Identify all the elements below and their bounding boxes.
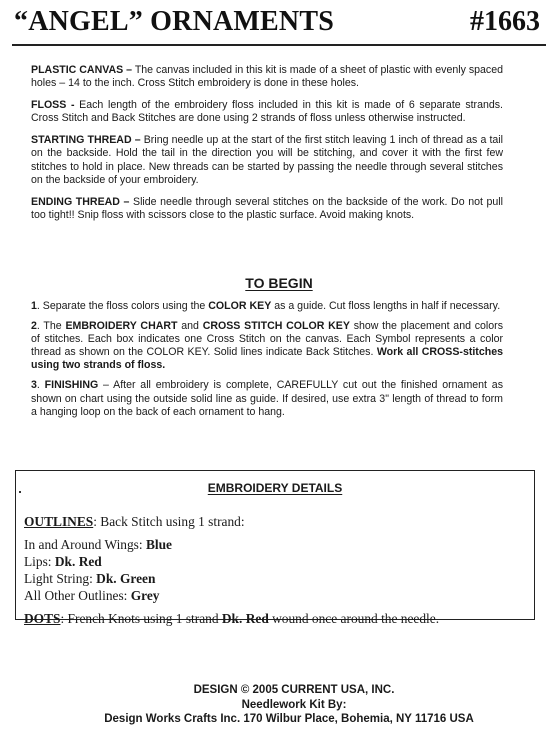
- footer-kit-by: Needlework Kit By:: [241, 698, 347, 711]
- page-header: [14, 6, 540, 44]
- step-text: show the placement and colors of stitches. Each box indicates one Cross Stitch on the canvas. Each Symbol represents a color thread as shown on the COLOR KEY. Solid lines indicate Back Stitches.: [31, 320, 503, 359]
- product-number: #1663: [470, 6, 540, 37]
- embroidery-details-box: [15, 470, 535, 626]
- outlines-line: [24, 513, 526, 530]
- step-bold: COLOR KEY: [208, 300, 272, 312]
- footer-address: Design Works Crafts Inc. 170 Wilbur Place, Bohemia, NY 11716 USA: [104, 713, 474, 725]
- step-number: 2: [31, 320, 37, 333]
- dots-line: [24, 610, 526, 627]
- paragraph-text: The canvas included in this kit is made of a sheet of plastic with evenly spaced holes – 14 to the inch. Cross Stitch embroidery is done in these holes.: [31, 64, 503, 90]
- footer-copyright: DESIGN © 2005 CURRENT USA, INC.: [193, 684, 395, 696]
- outline-item-text: Light String:: [24, 571, 97, 586]
- to-begin-heading: TO BEGIN: [245, 275, 313, 291]
- outline-item-color: Dk. Green: [96, 571, 156, 586]
- step-text: .: [36, 379, 45, 392]
- outline-item-color: Blue: [145, 537, 172, 552]
- step-bold: Work all CROSS-stitches using two strands of floss.: [31, 346, 503, 372]
- step-text: . The: [36, 320, 66, 333]
- floss-paragraph: [31, 99, 503, 125]
- step-1: [31, 300, 503, 313]
- step-2: [31, 320, 503, 372]
- embroidery-details-body: [24, 513, 526, 627]
- dots-text: wound once around the needle.: [268, 611, 440, 626]
- step-3: [31, 379, 503, 418]
- step-number: 3: [31, 379, 37, 392]
- outline-item-color: Grey: [130, 588, 160, 603]
- step-number: 1: [31, 300, 37, 312]
- step-text: as a guide. Cut floss lengths in half if necessary.: [271, 300, 501, 312]
- outline-item-text: In and Around Wings:: [24, 537, 146, 552]
- outline-item-text: All Other Outlines:: [24, 588, 131, 603]
- step-text: . Separate the floss colors using the: [36, 300, 209, 312]
- header-rule: [12, 44, 546, 46]
- paragraph-text: Bring needle up at the start of the first stitch leaving 1 inch of thread as a tail on the backside. Hold the tail in the direction you will be stitching, and cover it with the first few stitches to hold in place. New threads can be started by passing the needle through several stitches on the backside of your embroidery.: [31, 134, 503, 186]
- outline-item: [24, 536, 526, 553]
- outline-item: [24, 570, 526, 587]
- footer: [0, 683, 558, 727]
- paragraph-text: Each length of the embroidery floss included in this kit is made of 6 separate strands. Cross Stitch and Back Stitches are done using 2 strands of floss unless otherwise instructed.: [31, 99, 503, 125]
- paragraph-label: ENDING THREAD –: [31, 195, 130, 208]
- paragraph-text: Slide needle through several stitches on the backside of the work. Do not pull too tight!! Snip floss with scissors close to the plastic surface. Avoid making knots.: [31, 195, 503, 221]
- dots-label: DOTS: [24, 611, 61, 626]
- page-title: “ANGEL” ORNAMENTS: [14, 6, 334, 37]
- step-text: and: [177, 320, 203, 333]
- outline-item-color: Dk. Red: [54, 554, 102, 569]
- dots-text: : French Knots using 1 strand: [60, 611, 222, 626]
- outline-item: [24, 553, 526, 570]
- starting-thread-paragraph: [31, 134, 503, 186]
- steps-section: [31, 300, 503, 426]
- step-bold: EMBROIDERY CHART: [65, 320, 178, 333]
- step-bold: FINISHING: [44, 379, 99, 392]
- outline-item: [24, 587, 526, 604]
- ending-thread-paragraph: [31, 196, 503, 222]
- paragraph-label: PLASTIC CANVAS –: [31, 64, 133, 76]
- step-bold: CROSS STITCH COLOR KEY: [202, 320, 350, 333]
- dots-color: Dk. Red: [221, 611, 269, 626]
- step-text: – After all embroidery is complete, CAREFULLY cut out the finished ornament as shown on chart using the outside solid line as guide. If desired, use extra 3" length of thread to form a hanging loop on the back of each ornament to hang.: [31, 379, 503, 418]
- outlines-label: OUTLINES: [24, 514, 94, 529]
- outlines-text: : Back Stitch using 1 strand:: [93, 514, 245, 529]
- paragraph-label: STARTING THREAD –: [31, 134, 141, 147]
- plastic-canvas-paragraph: [31, 64, 503, 90]
- instructions-section: [31, 64, 503, 231]
- paragraph-label: FLOSS -: [31, 99, 75, 112]
- embroidery-details-title: EMBROIDERY DETAILS: [207, 481, 343, 495]
- outline-item-text: Lips:: [24, 554, 55, 569]
